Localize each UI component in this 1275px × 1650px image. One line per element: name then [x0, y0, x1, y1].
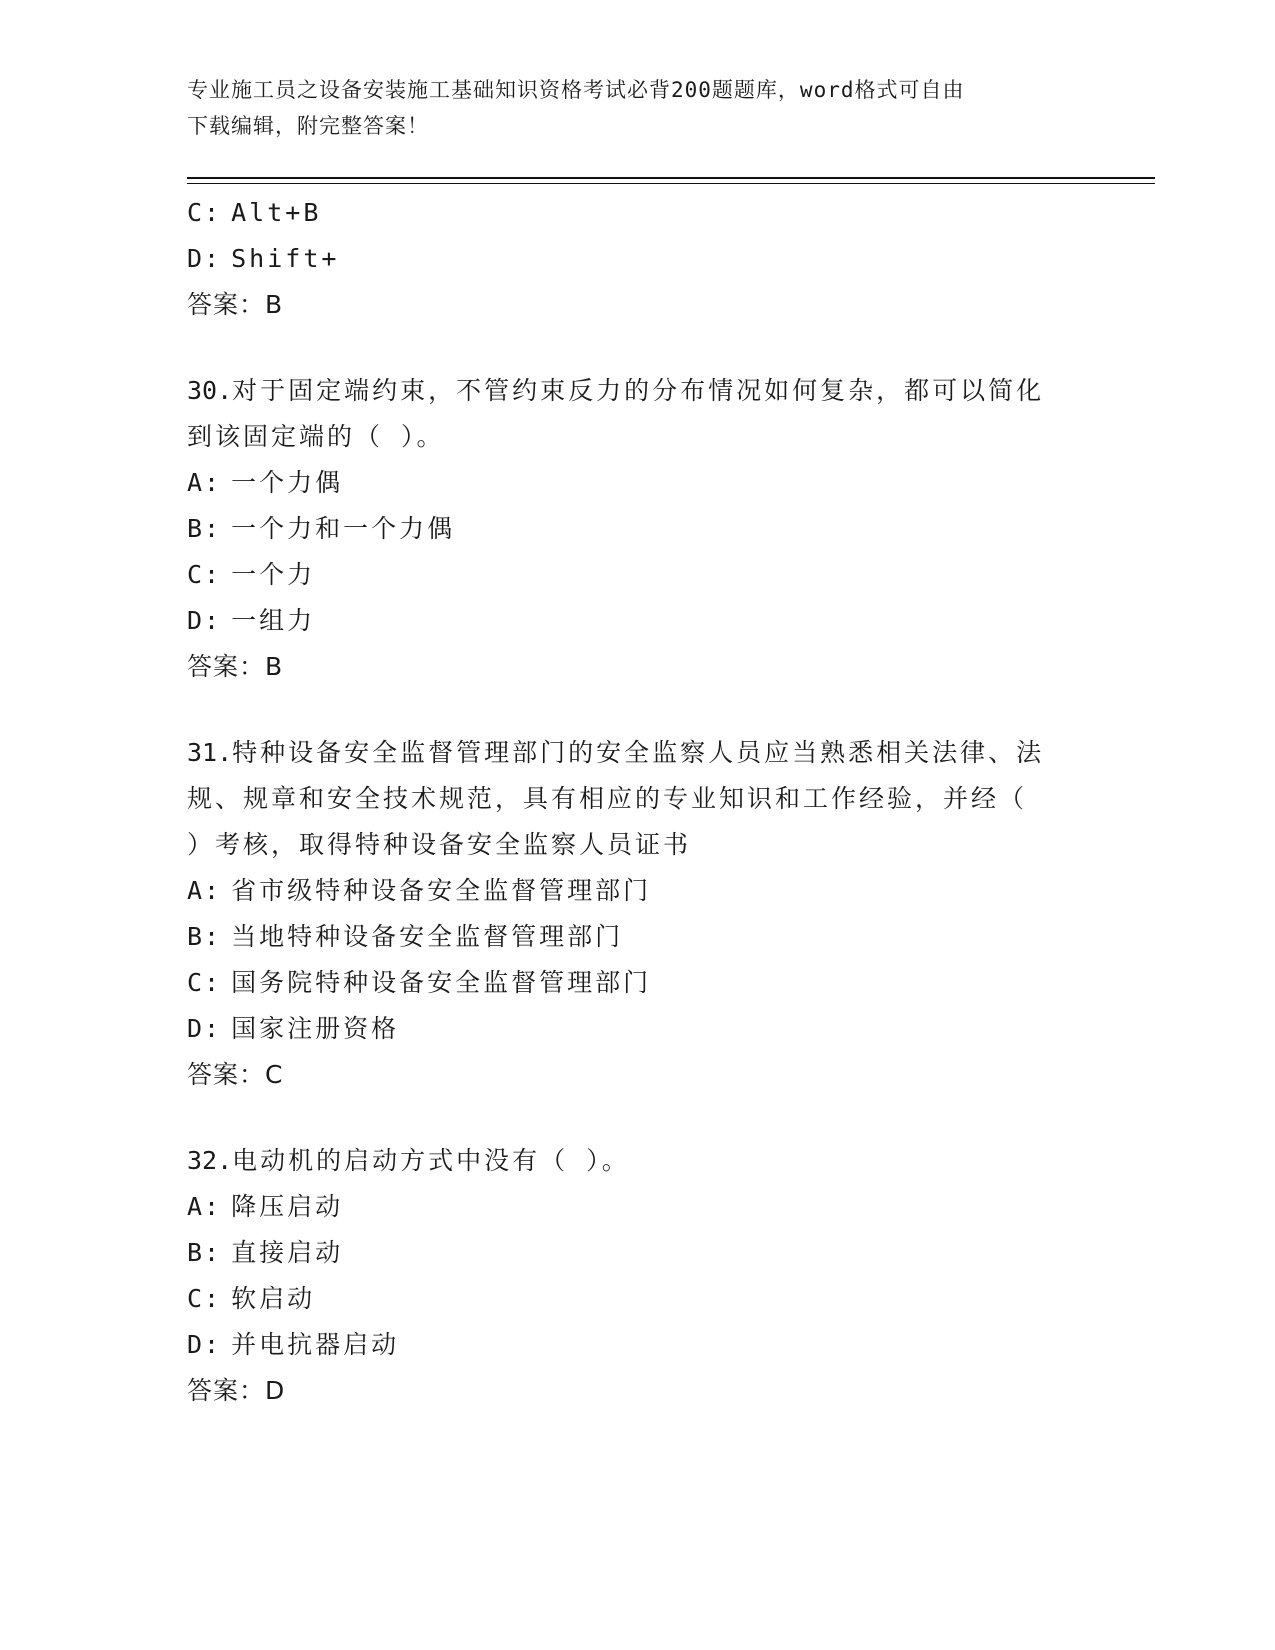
option-c [187, 190, 1087, 236]
option-text: 一组力 [231, 606, 316, 635]
stem-line: 电动机的启动方式中没有（ ）。 [232, 1146, 630, 1175]
option-b [187, 506, 1087, 552]
header-divider-thin [187, 183, 1155, 184]
option-a [187, 1184, 1087, 1230]
header-line-2: 下载编辑，附完整答案！ [187, 114, 429, 138]
option-label: D: [187, 606, 222, 635]
header-line-1: 专业施工员之设备安装施工基础知识资格考试必背200题题库，word格式可自由 [187, 78, 965, 102]
option-label: A: [187, 468, 222, 497]
option-label: C: [187, 198, 222, 227]
option-label: A: [187, 1192, 222, 1221]
option-d [187, 1322, 1087, 1368]
option-text: Shift+ [231, 244, 340, 273]
option-text: 并电抗器启动 [231, 1330, 400, 1359]
question-32 [187, 1138, 1087, 1414]
option-label: D: [187, 1330, 222, 1359]
option-label: D: [187, 1014, 222, 1043]
option-text: Alt+B [231, 198, 322, 227]
option-b [187, 1230, 1087, 1276]
header-divider-thick [187, 177, 1155, 179]
option-label: C: [187, 1284, 222, 1313]
option-text: 国务院特种设备安全监督管理部门 [231, 968, 652, 997]
option-a [187, 868, 1087, 914]
question-number: 30. [187, 376, 233, 405]
option-text: 一个力偶 [231, 468, 344, 497]
option-text: 当地特种设备安全监督管理部门 [231, 922, 624, 951]
option-text: 省市级特种设备安全监督管理部门 [231, 876, 652, 905]
option-d [187, 1006, 1087, 1052]
question-31 [187, 730, 1087, 1098]
question-partial [187, 190, 1087, 328]
question-30 [187, 368, 1087, 690]
option-label: B: [187, 1238, 222, 1267]
option-text: 降压启动 [231, 1192, 344, 1221]
document-header [187, 72, 1087, 144]
question-number: 31. [187, 738, 233, 767]
option-d [187, 598, 1087, 644]
question-number: 32. [187, 1146, 233, 1175]
answer-line: 答案：B [187, 290, 284, 319]
option-label: A: [187, 876, 222, 905]
option-label: D: [187, 244, 222, 273]
option-c [187, 1276, 1087, 1322]
option-label: B: [187, 922, 222, 951]
option-label: C: [187, 560, 222, 589]
option-label: B: [187, 514, 222, 543]
answer-line: 答案：B [187, 652, 284, 681]
option-text: 一个力 [231, 560, 316, 589]
option-text: 直接启动 [231, 1238, 344, 1267]
option-text: 软启动 [231, 1284, 316, 1313]
question-stem [187, 1138, 1087, 1184]
stem-line: 到该固定端的（ ）。 [187, 422, 445, 451]
option-d [187, 236, 1087, 282]
stem-line: 对于固定端约束，不管约束反力的分布情况如何复杂，都可以简化 [232, 376, 1045, 405]
answer-line: 答案：C [187, 1060, 284, 1089]
stem-line: ）考核，取得特种设备安全监察人员证书 [187, 830, 692, 859]
stem-line: 规、规章和安全技术规范，具有相应的专业知识和工作经验，并经（ [187, 784, 1028, 813]
option-c [187, 552, 1087, 598]
option-b [187, 914, 1087, 960]
question-stem [187, 368, 1087, 460]
stem-line: 特种设备安全监督管理部门的安全监察人员应当熟悉相关法律、法 [232, 738, 1045, 767]
option-label: C: [187, 968, 222, 997]
document-body [187, 190, 1087, 1414]
question-stem [187, 730, 1087, 868]
option-a [187, 460, 1087, 506]
option-c [187, 960, 1087, 1006]
answer-line: 答案：D [187, 1376, 286, 1405]
option-text: 一个力和一个力偶 [231, 514, 456, 543]
option-text: 国家注册资格 [231, 1014, 400, 1043]
